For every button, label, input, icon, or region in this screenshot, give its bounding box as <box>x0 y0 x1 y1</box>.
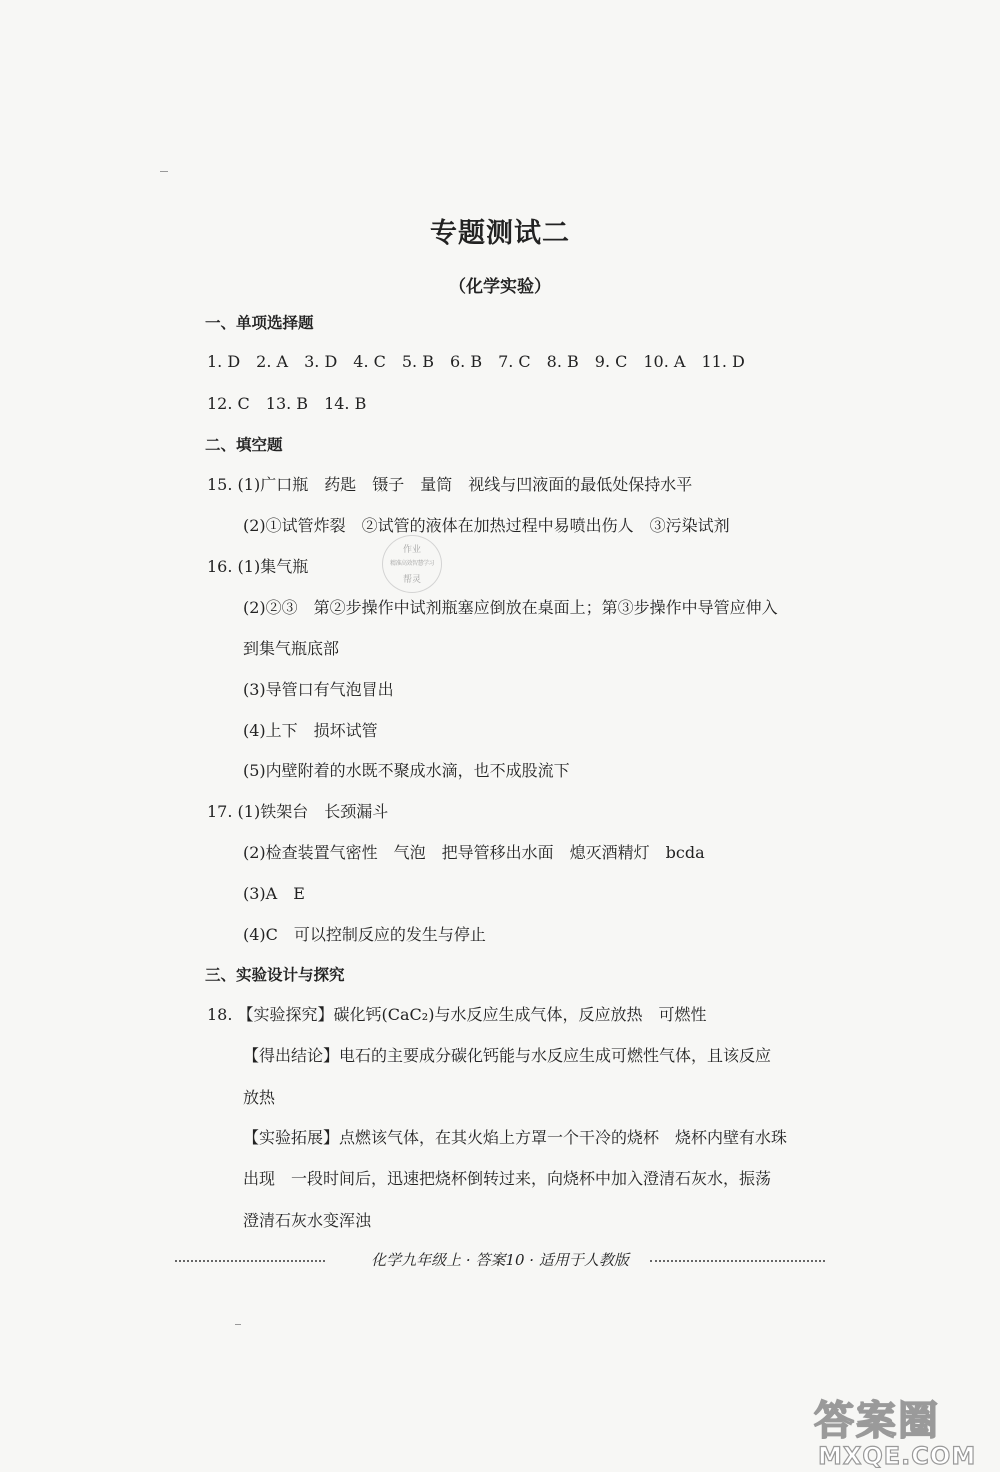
answer-line-17-4: (4)C 可以控制反应的发生与停止 <box>243 925 486 944</box>
answer-line-18-1: 18. 【实验探究】碳化钙(CaC₂)与水反应生成气体，反应放热 可燃性 <box>207 1005 707 1024</box>
answer-line-15-1: 15. (1)广口瓶 药匙 镊子 量筒 视线与凹液面的最低处保持水平 <box>207 475 693 494</box>
watermark-graphic <box>808 1388 993 1468</box>
stamp-middle-text: 精准高效智慧学习 <box>389 560 434 567</box>
svg-text:MXQE.COM: MXQE.COM <box>818 1442 977 1468</box>
answer-line-18-3c: 澄清石灰水变浑浊 <box>243 1211 372 1230</box>
answer-line-18-2b: 放热 <box>243 1088 276 1107</box>
answer-line-16-3: (3)导管口有气泡冒出 <box>243 680 394 699</box>
page-subtitle: （化学实验） <box>449 277 551 297</box>
page-footer <box>175 1249 825 1271</box>
answer-line-16-2b: 到集气瓶底部 <box>243 639 340 658</box>
section-heading-3: 三、实验设计与探究 <box>205 966 345 984</box>
answer-line-16-5: (5)内壁附着的水既不聚成水滴，也不成股流下 <box>243 761 570 780</box>
answer-line-16-4: (4)上下 损坏试管 <box>243 721 378 740</box>
answer-line-16-1: 16. (1)集气瓶 <box>207 557 309 576</box>
answer-line-17-3: (3)A E <box>243 884 305 903</box>
watermark-logo <box>808 1388 993 1468</box>
stamp-top-text: 作业 <box>402 545 421 555</box>
answer-line-mc-1: 1. D 2. A 3. D 4. C 5. B 6. B 7. C 8. B 9. C 10. A 11. D <box>207 352 745 371</box>
page-title: 专题测试二 <box>430 218 570 249</box>
answer-line-17-2: (2)检查装置气密性 气泡 把导管移出水面 熄灭酒精灯 bcda <box>243 843 705 862</box>
stamp-bottom-text: 帮灵 <box>402 575 421 585</box>
answer-line-18-3b: 出现 一段时间后，迅速把烧杯倒转过来，向烧杯中加入澄清石灰水，振荡 <box>243 1169 772 1188</box>
section-heading-1: 一、单项选择题 <box>205 314 314 332</box>
svg-text:答案圈: 答案圈 <box>814 1398 940 1444</box>
homework-stamp <box>382 535 442 593</box>
scan-mark <box>235 1324 241 1325</box>
answer-line-15-2: (2)①试管炸裂 ②试管的液体在加热过程中易喷出伤人 ③污染试剂 <box>243 516 730 535</box>
answer-line-mc-2: 12. C 13. B 14. B <box>207 394 367 413</box>
section-heading-2: 二、填空题 <box>205 436 283 454</box>
footer-text: 化学九年级上 · 答案10 · 适用于人教版 <box>371 1251 629 1269</box>
answer-line-18-2: 【得出结论】电石的主要成分碳化钙能与水反应生成可燃性气体，且该反应 <box>243 1046 772 1065</box>
answer-line-18-3: 【实验拓展】点燃该气体，在其火焰上方罩一个干冷的烧杯 烧杯内壁有水珠 <box>243 1128 788 1147</box>
answer-line-17-1: 17. (1)铁架台 长颈漏斗 <box>207 802 389 821</box>
scan-mark <box>160 171 168 172</box>
answer-line-16-2: (2)②③ 第②步操作中试剂瓶塞应倒放在桌面上；第③步操作中导管应伸入 <box>243 598 778 617</box>
footer-dots-right <box>650 1260 825 1262</box>
